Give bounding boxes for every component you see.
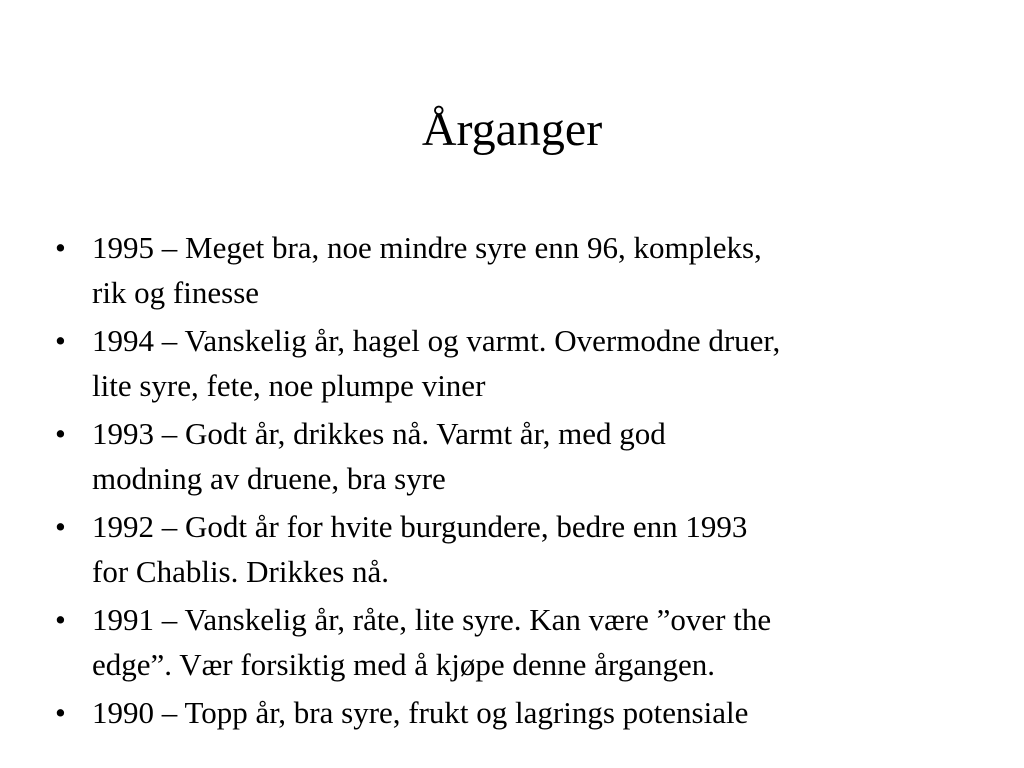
bullet-dot-icon: • (55, 695, 66, 730)
bullet-item-1991 (55, 597, 995, 687)
bullet-dot-icon: • (55, 509, 66, 544)
bullet-text-line: rik og finesse (92, 275, 260, 310)
bullet-dot-icon: • (55, 323, 66, 358)
bullet-text-line: for Chablis. Drikkes nå. (92, 554, 390, 589)
bullet-text-line: 1990 – Topp år, bra syre, frukt og lagrings potensiale (92, 695, 749, 730)
bullet-list (55, 225, 995, 738)
bullet-item-1994 (55, 318, 995, 408)
slide-title: Årganger (421, 103, 603, 156)
bullet-item-1992 (55, 504, 995, 594)
bullet-item-1990 (55, 690, 995, 735)
bullet-text-line: modning av druene, bra syre (92, 461, 446, 496)
bullet-item-1995 (55, 225, 995, 315)
bullet-dot-icon: • (55, 416, 66, 451)
bullet-text-line: edge”. Vær forsiktig med å kjøpe denne årgangen. (92, 647, 715, 682)
bullet-text-line: 1994 – Vanskelig år, hagel og varmt. Overmodne druer, (92, 323, 781, 358)
bullet-text-line: lite syre, fete, noe plumpe viner (92, 368, 486, 403)
bullet-text-line: 1993 – Godt år, drikkes nå. Varmt år, med god (92, 416, 666, 451)
bullet-text-line: 1991 – Vanskelig år, råte, lite syre. Kan være ”over the (92, 602, 772, 637)
bullet-item-1993 (55, 411, 995, 501)
bullet-dot-icon: • (55, 230, 66, 265)
bullet-dot-icon: • (55, 602, 66, 637)
bullet-text-line: 1995 – Meget bra, noe mindre syre enn 96, kompleks, (92, 230, 762, 265)
bullet-text-line: 1992 – Godt år for hvite burgundere, bedre enn 1993 (92, 509, 748, 544)
